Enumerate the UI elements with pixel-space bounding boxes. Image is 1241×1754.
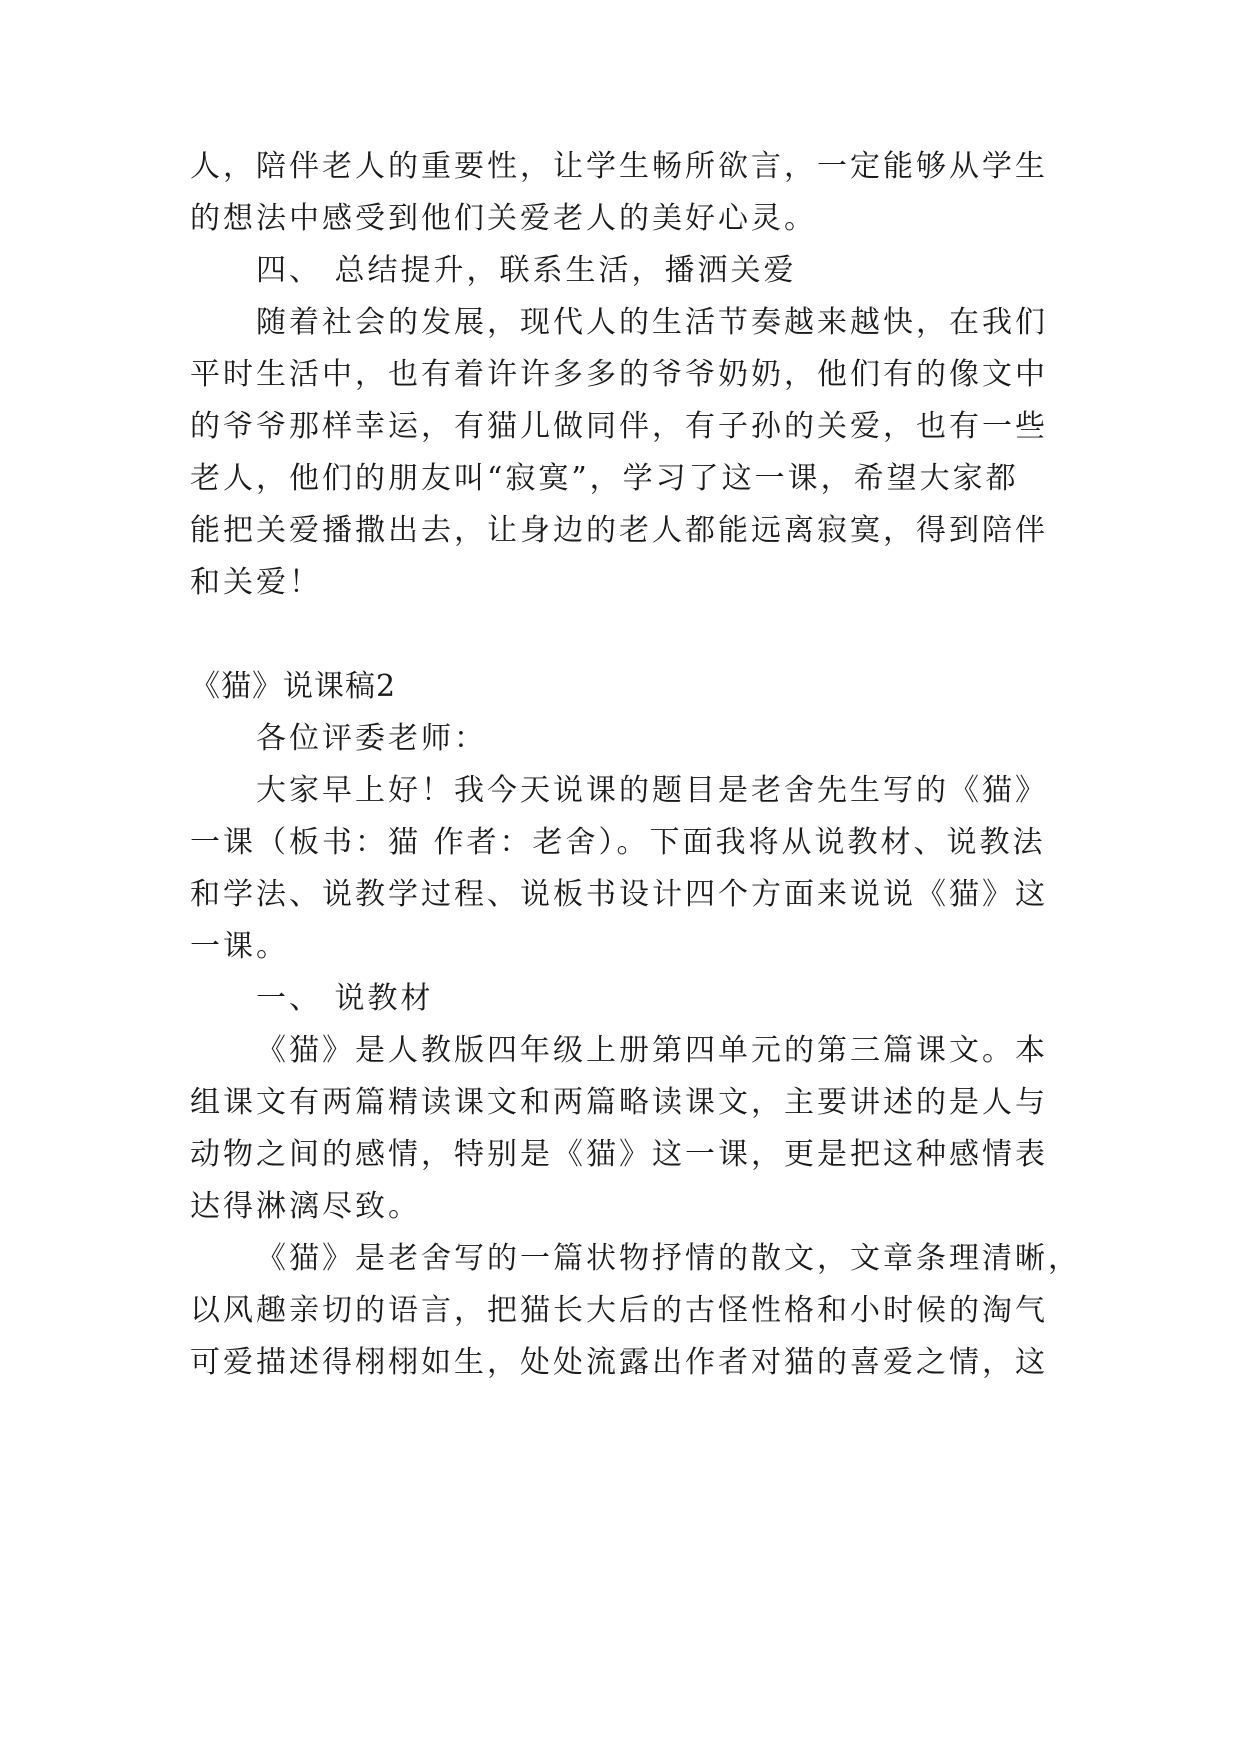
- section-heading: 一、 说教材: [256, 981, 434, 1016]
- text-line: 能把关爱播撒出去，让身边的老人都能远离寂寞，得到陪伴: [190, 513, 1048, 548]
- text-line: 人，陪伴老人的重要性，让学生畅所欲言，一定能够从学生: [190, 149, 1048, 184]
- section-heading: 四、 总结提升，联系生活，播洒关爱: [256, 253, 797, 288]
- text-line: 达得淋漓尽致。: [190, 1189, 421, 1224]
- text-line: 《猫》是老舍写的一篇状物抒情的散文，文章条理清晰，: [256, 1241, 1081, 1276]
- text-line: 《猫》是人教版四年级上册第四单元的第三篇课文。本: [256, 1033, 1048, 1068]
- document-title: 《猫》说课稿2: [190, 669, 397, 704]
- text-line: 随着社会的发展，现代人的生活节奏越来越快，在我们: [256, 305, 1048, 340]
- text-line: 老人，他们的朋友叫“寂寞”，学习了这一课，希望大家都: [190, 461, 1019, 496]
- text-line: 动物之间的感情，特别是《猫》这一课，更是把这种感情表: [190, 1137, 1048, 1172]
- text-line: 一课。: [190, 929, 289, 964]
- greeting: 各位评委老师：: [256, 721, 487, 756]
- text-line: 可爱描述得栩栩如生，处处流露出作者对猫的喜爱之情，这: [190, 1345, 1048, 1380]
- text-line: 大家早上好！我今天说课的题目是老舍先生写的《猫》: [256, 773, 1048, 808]
- text-line: 以风趣亲切的语言，把猫长大后的古怪性格和小时候的淘气: [190, 1293, 1048, 1328]
- text-line: 组课文有两篇精读课文和两篇略读课文，主要讲述的是人与: [190, 1085, 1048, 1120]
- text-line: 和学法、说教学过程、说板书设计四个方面来说说《猫》这: [190, 877, 1048, 912]
- text-line: 和关爱！: [190, 565, 322, 600]
- text-line: 的爷爷那样幸运，有猫儿做同伴，有子孙的关爱，也有一些: [190, 409, 1048, 444]
- text-line: 的想法中感受到他们关爱老人的美好心灵。: [190, 201, 817, 236]
- text-line: 一课（板书：猫 作者：老舍）。下面我将从说教材、说教法: [190, 825, 1046, 860]
- text-line: 平时生活中，也有着许许多多的爷爷奶奶，他们有的像文中: [190, 357, 1048, 392]
